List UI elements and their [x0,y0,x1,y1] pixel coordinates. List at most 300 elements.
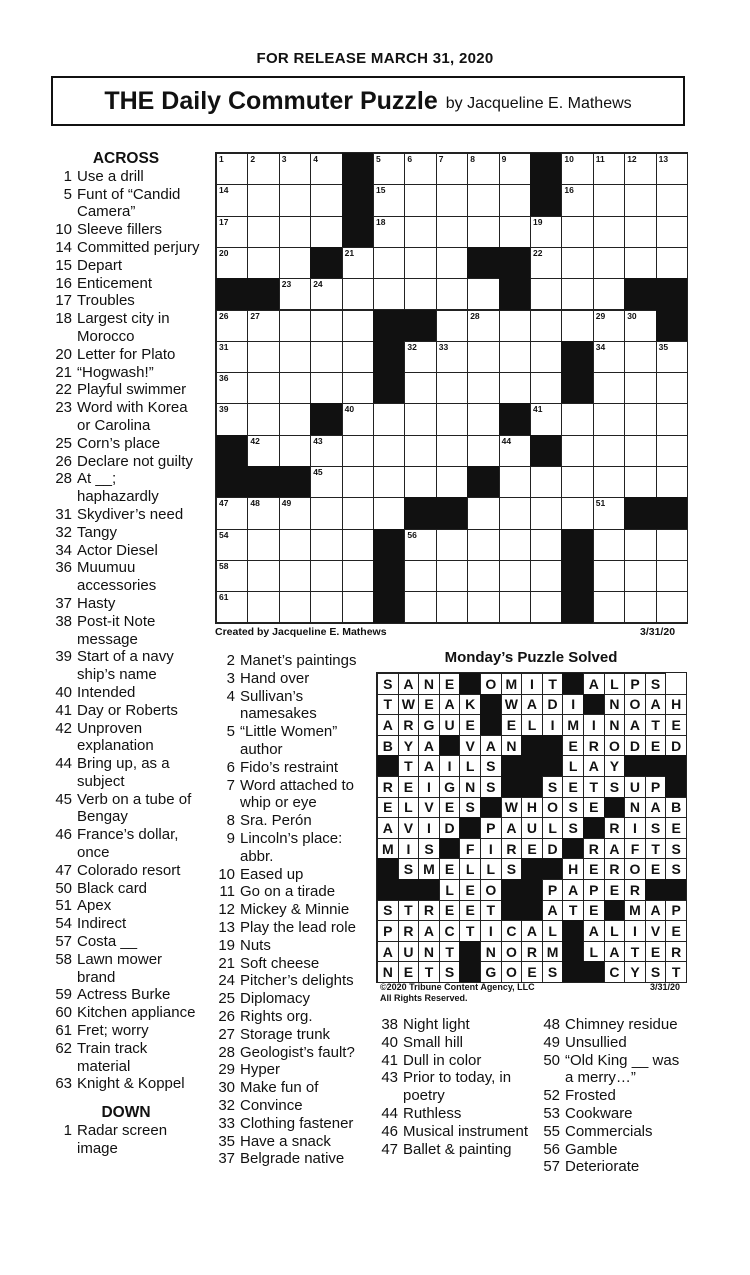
clue-item [213,812,363,830]
grid-cell[interactable] [467,591,499,623]
grid-cell[interactable] [593,372,625,404]
solution-cell: T [645,714,667,736]
grid-cell[interactable] [436,341,468,373]
grid-cell[interactable] [216,184,248,216]
grid-cell[interactable] [530,529,562,561]
grid-cell[interactable] [499,466,531,498]
grid-cell[interactable] [279,560,311,592]
grid-cell[interactable] [373,466,405,498]
solution-cell: S [459,797,481,819]
grid-cell[interactable] [247,153,279,185]
solution-black-square [459,961,480,982]
grid-cell[interactable] [561,435,593,467]
solution-cell: L [583,941,605,963]
grid-cell[interactable] [404,184,436,216]
clue-item [50,933,202,951]
grid-cell[interactable] [404,466,436,498]
cell-number: 44 [501,435,512,446]
grid-cell[interactable] [310,153,342,185]
solution-cell: L [459,755,481,777]
grid-cell[interactable] [530,341,562,373]
solution-cell: E [439,858,461,880]
grid-cell[interactable] [404,403,436,435]
grid-cell[interactable] [499,435,531,467]
grid-cell[interactable] [624,184,656,216]
grid-cell[interactable] [279,278,311,310]
solution-black-square [521,755,542,776]
grid-cell[interactable] [279,216,311,248]
grid-cell[interactable] [404,247,436,279]
clue-item [213,1026,363,1044]
grid-cell[interactable] [656,529,688,561]
clue-item [213,1150,363,1168]
solution-cell: E [665,920,687,942]
grid-cell[interactable] [624,403,656,435]
grid-cell[interactable] [279,247,311,279]
grid-cell[interactable] [310,591,342,623]
grid-cell[interactable] [247,591,279,623]
grid-cell[interactable] [624,435,656,467]
clue-number: 63 [55,1075,72,1093]
black-square [216,278,248,310]
grid-cell[interactable] [310,466,342,498]
grid-cell[interactable] [373,278,405,310]
grid-cell[interactable] [342,466,374,498]
grid-cell[interactable] [561,466,593,498]
grid-cell[interactable] [593,497,625,529]
clue-number: 36 [55,559,72,577]
clue-number: 31 [55,505,72,523]
grid-cell[interactable] [436,372,468,404]
grid-cell[interactable] [467,310,499,342]
grid-cell[interactable] [342,341,374,373]
grid-cell[interactable] [530,216,562,248]
grid-cell[interactable] [310,497,342,529]
grid-cell[interactable] [216,247,248,279]
grid-cell[interactable] [624,529,656,561]
clue-text: Storage trunk [240,1025,331,1043]
grid-cell[interactable] [436,216,468,248]
grid-cell[interactable] [373,497,405,529]
grid-cell[interactable] [404,216,436,248]
clue-text: Eased up [240,865,304,883]
grid-cell[interactable] [530,372,562,404]
grid-cell[interactable] [247,560,279,592]
grid-cell[interactable] [279,341,311,373]
grid-cell[interactable] [656,372,688,404]
solution-cell: E [521,838,543,860]
grid-cell[interactable] [247,216,279,248]
down-heading: DOWN [101,1104,151,1122]
grid-cell[interactable] [247,372,279,404]
grid-cell[interactable] [499,341,531,373]
grid-cell[interactable] [216,216,248,248]
grid-cell[interactable] [593,278,625,310]
grid-cell[interactable] [310,529,342,561]
solution-cell: S [418,838,440,860]
grid-cell[interactable] [310,184,342,216]
clue-number: 28 [55,470,72,488]
grid-cell[interactable] [310,372,342,404]
grid-cell[interactable] [247,341,279,373]
grid-cell[interactable] [593,529,625,561]
grid-cell[interactable] [499,372,531,404]
solution-cell: S [480,776,502,798]
grid-cell[interactable] [530,403,562,435]
grid-cell[interactable] [404,341,436,373]
grid-cell[interactable] [561,403,593,435]
clue-number: 50 [55,879,72,897]
grid-cell[interactable] [499,560,531,592]
grid-cell[interactable] [436,153,468,185]
black-square [342,216,374,248]
grid-cell[interactable] [404,372,436,404]
solution-cell: T [398,755,420,777]
solution-cell: T [480,900,502,922]
grid-cell[interactable] [624,310,656,342]
grid-cell[interactable] [530,591,562,623]
solution-cell: T [665,961,687,983]
clue-text: Unproven explanation [77,719,154,755]
grid-cell[interactable] [342,278,374,310]
solution-black-square [501,879,522,900]
solution-cell: A [377,817,399,839]
clue-text: Diplomacy [240,990,311,1008]
grid-cell[interactable] [342,310,374,342]
grid-cell[interactable] [436,591,468,623]
solution-cell: B [665,797,687,819]
grid-cell[interactable] [216,403,248,435]
clue-text: Mickey & Minnie [240,901,350,919]
clue-number: 59 [55,986,72,1004]
black-square [404,497,436,529]
solution-cell: E [377,797,399,819]
solution-cell: E [521,961,543,983]
grid-cell[interactable] [593,435,625,467]
clue-text: Lincoln’s place: abbr. [240,829,343,865]
solution-black-square [665,879,686,900]
grid-cell[interactable] [561,184,593,216]
grid-cell[interactable] [436,529,468,561]
grid-cell[interactable] [499,591,531,623]
grid-cell[interactable] [624,341,656,373]
solution-cell: E [583,858,605,880]
grid-cell[interactable] [530,497,562,529]
grid-cell[interactable] [436,247,468,279]
cell-number: 26 [219,310,229,321]
grid-cell[interactable] [656,560,688,592]
clue-number: 61 [55,1022,72,1040]
grid-cell[interactable] [561,310,593,342]
grid-cell[interactable] [656,216,688,248]
grid-cell[interactable] [593,216,625,248]
cell-number: 18 [376,216,386,227]
grid-cell[interactable] [216,153,248,185]
grid-cell[interactable] [656,466,688,498]
cell-number: 21 [344,247,355,258]
solution-cell: L [521,714,543,736]
solution-cell: A [439,694,461,716]
clue-text: Sra. Perón [240,812,312,830]
grid-cell[interactable] [342,247,374,279]
clue-item [50,915,202,933]
solution-cell: F [624,838,646,860]
grid-cell[interactable] [216,372,248,404]
clue-number: 25 [55,434,72,452]
grid-cell[interactable] [624,591,656,623]
clue-item [213,688,363,724]
grid-cell[interactable] [436,560,468,592]
clue-number: 46 [381,1122,398,1140]
grid-cell[interactable] [499,497,531,529]
solution-cell: T [398,900,420,922]
grid-cell[interactable] [436,310,468,342]
grid-cell[interactable] [216,497,248,529]
grid-cell[interactable] [593,403,625,435]
grid-cell[interactable] [593,591,625,623]
solution-black-square [439,838,460,859]
grid-cell[interactable] [279,184,311,216]
grid-cell[interactable] [373,153,405,185]
grid-cell[interactable] [593,466,625,498]
grid-cell[interactable] [216,560,248,592]
grid-cell[interactable] [404,153,436,185]
solution-cell: D [542,838,564,860]
grid-cell[interactable] [656,591,688,623]
solution-cell: E [604,879,626,901]
grid-cell[interactable] [373,435,405,467]
black-square [310,403,342,435]
grid-cell[interactable] [342,560,374,592]
grid-cell[interactable] [279,591,311,623]
grid-cell[interactable] [467,435,499,467]
grid-cell[interactable] [656,341,688,373]
clue-number: 6 [226,758,235,776]
solution-black-square [583,817,604,838]
grid-cell[interactable] [467,153,499,185]
grid-cell[interactable] [310,216,342,248]
grid-cell[interactable] [499,310,531,342]
grid-cell[interactable] [624,560,656,592]
grid-cell[interactable] [499,153,531,185]
grid-cell[interactable] [247,247,279,279]
grid-cell[interactable] [247,529,279,561]
clue-text: Pitcher’s delights [240,972,354,990]
grid-cell[interactable] [310,435,342,467]
grid-cell[interactable] [656,403,688,435]
grid-cell[interactable] [467,372,499,404]
grid-cell[interactable] [342,497,374,529]
grid-cell[interactable] [436,466,468,498]
solution-black-square [562,673,583,694]
grid-cell[interactable] [342,435,374,467]
grid-cell[interactable] [624,216,656,248]
clue-item [376,1016,531,1034]
grid-cell[interactable] [247,403,279,435]
cell-number: 8 [470,154,475,164]
clue-text: Gamble [565,1140,618,1158]
grid-cell[interactable] [467,341,499,373]
grid-cell[interactable] [593,247,625,279]
cell-number: 14 [219,185,229,196]
clue-text: Costa __ [77,933,138,951]
across-heading: ACROSS [92,150,160,167]
grid-cell[interactable] [467,529,499,561]
grid-cell[interactable] [404,591,436,623]
solution-cell: O [542,797,564,819]
grid-cell[interactable] [247,435,279,467]
solution-black-square [583,694,604,715]
grid-cell[interactable] [561,153,593,185]
cell-number: 51 [595,498,606,509]
grid-cell[interactable] [342,591,374,623]
grid-cell[interactable] [216,310,248,342]
clue-text: Intended [77,683,136,701]
grid-cell[interactable] [656,247,688,279]
cell-number: 56 [407,529,417,540]
grid-cell[interactable] [467,403,499,435]
grid-cell[interactable] [279,310,311,342]
solution-cell: T [645,838,667,860]
grid-cell[interactable] [342,403,374,435]
grid-cell[interactable] [404,435,436,467]
grid-cell[interactable] [530,466,562,498]
solution-black-square [604,797,625,818]
clue-number: 46 [55,826,72,844]
grid-cell[interactable] [593,153,625,185]
grid-cell[interactable] [342,529,374,561]
clue-item [50,506,202,524]
grid-cell[interactable] [499,184,531,216]
grid-cell[interactable] [624,153,656,185]
grid-cell[interactable] [499,216,531,248]
grid-cell[interactable] [561,497,593,529]
grid-cell[interactable] [593,184,625,216]
black-square [342,153,374,185]
solution-cell: I [624,817,646,839]
solution-cell: K [459,694,481,716]
solution-cell: O [480,673,502,695]
grid-cell[interactable] [624,372,656,404]
grid-cell[interactable] [593,341,625,373]
solution-cell: F [459,838,481,860]
grid-cell[interactable] [404,560,436,592]
grid-cell[interactable] [279,153,311,185]
grid-cell[interactable] [216,591,248,623]
grid-cell[interactable] [499,529,531,561]
solution-cell: B [377,735,399,757]
grid-cell[interactable] [561,278,593,310]
grid-cell[interactable] [373,216,405,248]
grid-cell[interactable] [467,184,499,216]
grid-cell[interactable] [310,278,342,310]
grid-cell[interactable] [624,466,656,498]
grid-cell[interactable] [404,529,436,561]
clue-text: Indirect [77,915,127,933]
grid-cell[interactable] [530,560,562,592]
grid-cell[interactable] [373,403,405,435]
grid-cell[interactable] [656,184,688,216]
clue-number: 32 [55,523,72,541]
grid-cell[interactable] [436,278,468,310]
clue-text: Chimney residue [565,1016,678,1033]
grid-cell[interactable] [373,184,405,216]
grid-cell[interactable] [373,247,405,279]
grid-cell[interactable] [436,403,468,435]
grid-cell[interactable] [467,278,499,310]
solution-cell: S [542,961,564,983]
clue-item [50,1122,202,1158]
grid-cell[interactable] [593,310,625,342]
grid-cell[interactable] [216,529,248,561]
grid-cell[interactable] [561,247,593,279]
solution-cell: N [624,797,646,819]
grid-cell[interactable] [310,341,342,373]
clue-text: Skydiver’s need [77,505,184,523]
grid-cell[interactable] [247,310,279,342]
clue-text: Day or Roberts [77,701,178,719]
clue-text: Verb on a tube of Bengay [77,790,192,826]
solution-black-square [521,900,542,921]
clue-number: 39 [55,648,72,666]
black-square [373,310,405,342]
down-clue-list-4 [538,1016,688,1176]
grid-cell[interactable] [216,341,248,373]
grid-cell[interactable] [467,216,499,248]
clue-text: Sullivan’s namesakes [240,687,317,723]
clue-text: Kitchen appliance [77,1004,196,1022]
grid-cell[interactable] [279,529,311,561]
grid-cell[interactable] [342,372,374,404]
grid-cell[interactable] [656,435,688,467]
clue-item [50,239,202,257]
clue-item [50,1075,202,1093]
grid-cell[interactable] [436,184,468,216]
grid-cell[interactable] [310,310,342,342]
solution-cell: E [439,673,461,695]
clue-item [50,1022,202,1040]
grid-cell[interactable] [530,247,562,279]
grid-cell[interactable] [279,435,311,467]
solution-cell: I [480,920,502,942]
cell-number: 54 [219,529,229,540]
grid-cell[interactable] [436,435,468,467]
cell-number: 41 [533,404,543,415]
solution-cell: D [665,735,687,757]
grid-cell[interactable] [467,560,499,592]
cell-number: 30 [627,310,637,321]
grid-cell[interactable] [279,372,311,404]
grid-cell[interactable] [247,497,279,529]
grid-cell[interactable] [247,184,279,216]
clue-number: 34 [55,541,72,559]
grid-cell[interactable] [279,403,311,435]
grid-cell[interactable] [530,278,562,310]
grid-cell[interactable] [467,497,499,529]
grid-cell[interactable] [593,560,625,592]
grid-cell[interactable] [561,216,593,248]
grid-cell[interactable] [624,247,656,279]
grid-cell[interactable] [404,278,436,310]
grid-cell[interactable] [656,153,688,185]
grid-cell[interactable] [310,560,342,592]
solution-cell: I [562,694,584,716]
solution-cell: S [562,797,584,819]
grid-cell[interactable] [530,310,562,342]
solution-cell: P [583,879,605,901]
grid-cell[interactable] [279,497,311,529]
clue-item [538,1052,688,1088]
